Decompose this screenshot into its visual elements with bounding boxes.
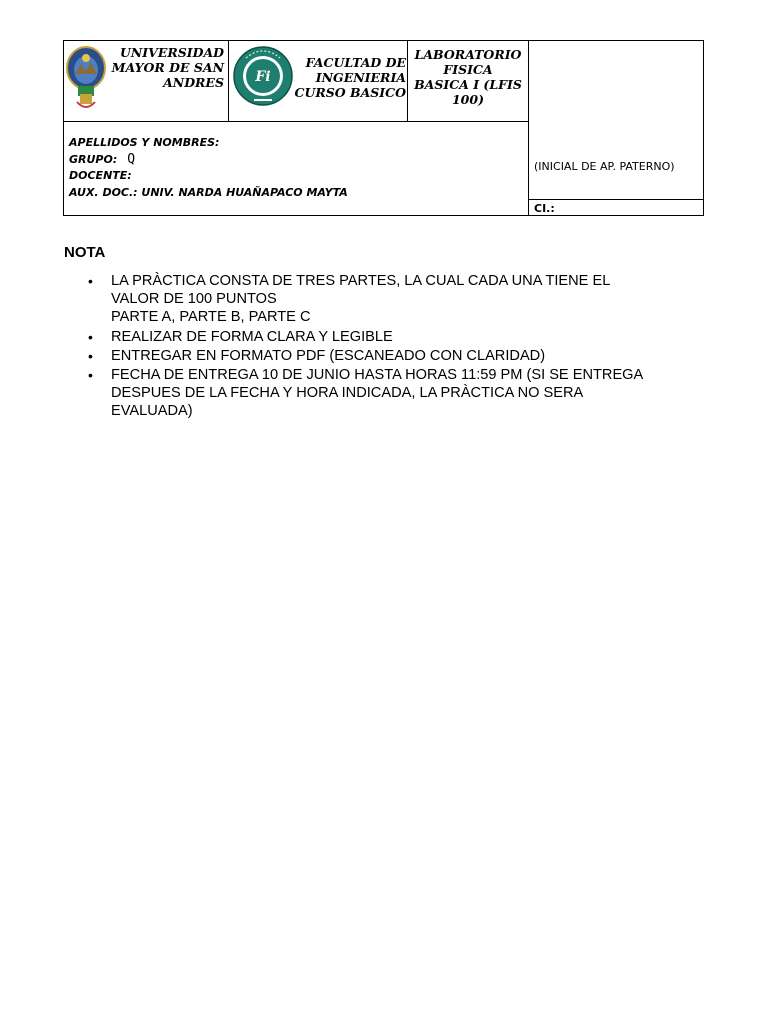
faculty-line: INGENIERIA [315, 70, 406, 85]
university-name [100, 45, 224, 90]
bullet-icon: • [88, 347, 93, 364]
aux-field [69, 185, 348, 202]
list-item [64, 366, 704, 421]
aux-label: AUX. DOC.: UNIV. NARDA HUAÑAPACO MAYTA [69, 185, 348, 199]
lab-line: FISICA [443, 62, 493, 77]
header-divider [228, 41, 229, 121]
grupo-value: Q [127, 151, 136, 167]
list-item-line: ENTREGAR EN FORMATO PDF (ESCANEADO CON CLARIDAD) [111, 347, 546, 364]
university-line: ANDRES [163, 75, 224, 90]
faculty-line: CURSO BASICO [294, 85, 406, 100]
list-item-line: REALIZAR DE FORMA CLARA Y LEGIBLE [111, 328, 393, 345]
header-divider [528, 199, 704, 200]
university-line: UNIVERSIDAD [119, 45, 224, 60]
lab-line: LABORATORIO [414, 47, 522, 62]
list-item [64, 272, 704, 327]
lab-line: BASICA I (LFIS [414, 77, 522, 92]
bullet-icon: • [88, 367, 93, 384]
list-item-line: VALOR DE 100 PUNTOS [111, 291, 277, 308]
docente-field[interactable] [69, 168, 348, 185]
list-item [64, 328, 704, 346]
student-info [69, 135, 348, 201]
nota-list [64, 272, 704, 422]
grupo-field[interactable] [69, 152, 348, 169]
apellidos-field[interactable] [69, 135, 348, 152]
grupo-label: GRUPO: [69, 152, 118, 166]
ci-label: CI.: [534, 202, 555, 215]
university-line: MAYOR DE SAN [111, 60, 224, 75]
bullet-icon: • [88, 328, 93, 345]
header-table [63, 40, 704, 216]
inicial-label: (INICIAL DE AP. PATERNO) [534, 160, 675, 173]
nota-title: NOTA [64, 244, 106, 261]
list-item-line: DESPUES DE LA FECHA Y HORA INDICADA, LA PRÀCTICA NO SERA [111, 385, 584, 402]
header-divider [64, 121, 529, 122]
bullet-icon: • [88, 273, 93, 289]
lab-line: 100) [451, 92, 484, 107]
list-item [64, 347, 704, 365]
faculty-name [284, 55, 406, 100]
list-item-line: LA PRÀCTICA CONSTA DE TRES PARTES, LA CUAL CADA UNA TIENE EL [111, 273, 611, 289]
list-item-line: PARTE A, PARTE B, PARTE C [111, 309, 311, 326]
list-item-line: EVALUADA) [111, 403, 193, 420]
lab-name [407, 47, 529, 107]
svg-text:Fi: Fi [255, 69, 271, 85]
apellidos-label: APELLIDOS Y NOMBRES: [69, 136, 220, 149]
docente-label: DOCENTE: [69, 169, 132, 182]
faculty-line: FACULTAD DE [305, 55, 406, 70]
list-item-line: FECHA DE ENTREGA 10 DE JUNIO HASTA HORAS 11:59 PM (SI SE ENTREGA [111, 367, 644, 384]
